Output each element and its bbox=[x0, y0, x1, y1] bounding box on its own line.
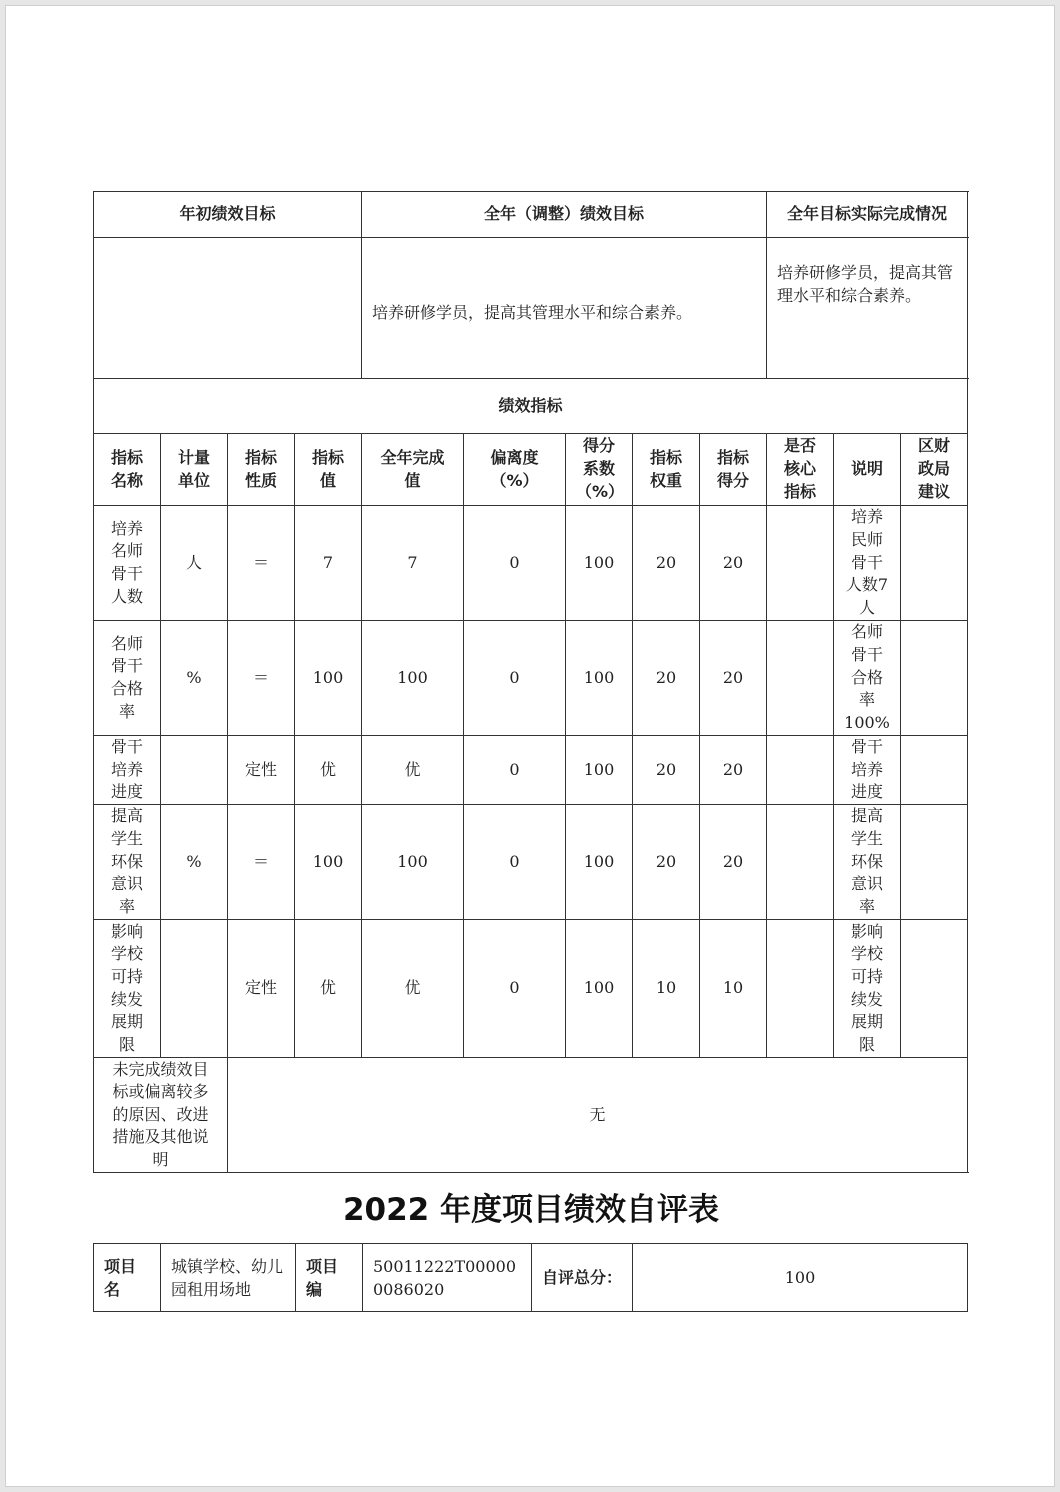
indicator-nature: 定性 bbox=[228, 736, 295, 805]
indicator-advice bbox=[901, 920, 968, 1058]
goals-header-row bbox=[94, 192, 968, 238]
indicator-target: 优 bbox=[295, 920, 362, 1058]
document-page bbox=[5, 5, 1055, 1487]
col-header-score: 指标得分 bbox=[700, 434, 767, 506]
indicator-coef: 100 bbox=[566, 920, 633, 1058]
indicator-nature: ＝ bbox=[228, 805, 295, 920]
goal-actual-cell: 培养研修学员，提高其管理水平和综合素养。 bbox=[767, 238, 968, 379]
table-row bbox=[94, 736, 968, 805]
indicator-nature: ＝ bbox=[228, 506, 295, 621]
indicator-coef: 100 bbox=[566, 621, 633, 736]
goal-header-adjusted: 全年（调整）绩效目标 bbox=[362, 192, 767, 238]
project-name-value: 城镇学校、幼儿园租用场地 bbox=[161, 1244, 296, 1312]
indicator-target: 7 bbox=[295, 506, 362, 621]
goal-initial-cell bbox=[94, 238, 362, 379]
goal-header-initial: 年初绩效目标 bbox=[94, 192, 362, 238]
indicator-actual: 100 bbox=[362, 621, 464, 736]
indicator-coef: 100 bbox=[566, 736, 633, 805]
col-header-core: 是否核心指标 bbox=[767, 434, 834, 506]
indicator-core bbox=[767, 736, 834, 805]
col-header-deviation: 偏离度（%） bbox=[464, 434, 566, 506]
page-title: 2022 年度项目绩效自评表 bbox=[342, 1192, 720, 1228]
col-header-name: 指标名称 bbox=[94, 434, 161, 506]
indicator-nature: ＝ bbox=[228, 621, 295, 736]
reason-label: 未完成绩效目标或偏离较多的原因、改进措施及其他说明 bbox=[94, 1058, 228, 1173]
project-info-table bbox=[93, 1243, 968, 1312]
goals-content-row bbox=[94, 238, 968, 379]
indicator-weight: 20 bbox=[633, 736, 700, 805]
col-header-actual: 全年完成值 bbox=[362, 434, 464, 506]
indicator-core bbox=[767, 805, 834, 920]
indicator-note: 培养民师骨干人数7人 bbox=[834, 506, 901, 621]
indicator-deviation: 0 bbox=[464, 506, 566, 621]
indicator-advice bbox=[901, 621, 968, 736]
col-header-nature: 指标性质 bbox=[228, 434, 295, 506]
indicator-actual: 7 bbox=[362, 506, 464, 621]
indicator-core bbox=[767, 621, 834, 736]
indicators-section-title: 绩效指标 bbox=[94, 379, 968, 434]
project-code-value: 50011222T000000086020 bbox=[363, 1244, 532, 1312]
indicator-unit: % bbox=[161, 805, 228, 920]
col-header-advice: 区财政局建议 bbox=[901, 434, 968, 506]
indicator-note: 影响学校可持续发展期限 bbox=[834, 920, 901, 1058]
indicator-deviation: 0 bbox=[464, 621, 566, 736]
project-name-label: 项目名 bbox=[94, 1244, 161, 1312]
col-header-unit: 计量单位 bbox=[161, 434, 228, 506]
table-row bbox=[94, 920, 968, 1058]
indicator-actual: 100 bbox=[362, 805, 464, 920]
indicator-actual: 优 bbox=[362, 920, 464, 1058]
indicator-advice bbox=[901, 805, 968, 920]
indicator-unit bbox=[161, 736, 228, 805]
indicator-advice bbox=[901, 506, 968, 621]
indicator-score: 20 bbox=[700, 736, 767, 805]
reason-value: 无 bbox=[228, 1058, 968, 1173]
indicator-unit: 人 bbox=[161, 506, 228, 621]
self-score-label: 自评总分： bbox=[532, 1244, 633, 1312]
indicator-weight: 20 bbox=[633, 621, 700, 736]
indicator-core bbox=[767, 506, 834, 621]
col-header-weight: 指标权重 bbox=[633, 434, 700, 506]
indicator-name: 影响学校可持续发展期限 bbox=[94, 920, 161, 1058]
goal-header-actual: 全年目标实际完成情况 bbox=[767, 192, 968, 238]
indicator-deviation: 0 bbox=[464, 920, 566, 1058]
indicator-name: 骨干培养进度 bbox=[94, 736, 161, 805]
indicator-target: 100 bbox=[295, 621, 362, 736]
indicator-unit bbox=[161, 920, 228, 1058]
project-code-label: 项目编 bbox=[296, 1244, 363, 1312]
indicator-actual: 优 bbox=[362, 736, 464, 805]
indicator-unit: % bbox=[161, 621, 228, 736]
indicator-advice bbox=[901, 736, 968, 805]
indicator-weight: 20 bbox=[633, 805, 700, 920]
table-row bbox=[94, 621, 968, 736]
indicator-note: 名师骨干合格率100% bbox=[834, 621, 901, 736]
indicator-weight: 10 bbox=[633, 920, 700, 1058]
indicator-name: 名师骨干合格率 bbox=[94, 621, 161, 736]
indicator-score: 20 bbox=[700, 805, 767, 920]
indicator-nature: 定性 bbox=[228, 920, 295, 1058]
indicator-note: 骨干培养进度 bbox=[834, 736, 901, 805]
indicator-score: 10 bbox=[700, 920, 767, 1058]
col-header-coef: 得分系数（%） bbox=[566, 434, 633, 506]
indicator-core bbox=[767, 920, 834, 1058]
indicator-target: 100 bbox=[295, 805, 362, 920]
indicator-name: 提高学生环保意识率 bbox=[94, 805, 161, 920]
indicator-score: 20 bbox=[700, 621, 767, 736]
project-info-row bbox=[94, 1244, 968, 1312]
indicator-weight: 20 bbox=[633, 506, 700, 621]
indicator-coef: 100 bbox=[566, 805, 633, 920]
indicator-target: 优 bbox=[295, 736, 362, 805]
indicator-deviation: 0 bbox=[464, 736, 566, 805]
table-row bbox=[94, 805, 968, 920]
table-row bbox=[94, 506, 968, 621]
goal-adjusted-cell: 培养研修学员，提高其管理水平和综合素养。 bbox=[362, 238, 767, 379]
indicator-deviation: 0 bbox=[464, 805, 566, 920]
indicator-coef: 100 bbox=[566, 506, 633, 621]
indicator-note: 提高学生环保意识率 bbox=[834, 805, 901, 920]
reason-row bbox=[94, 1058, 968, 1173]
indicators-section-row bbox=[94, 379, 968, 434]
indicator-name: 培养名师骨干人数 bbox=[94, 506, 161, 621]
indicators-header-row bbox=[94, 434, 968, 506]
performance-table bbox=[93, 191, 968, 1173]
indicator-score: 20 bbox=[700, 506, 767, 621]
self-score-value: 100 bbox=[633, 1244, 968, 1312]
col-header-target: 指标值 bbox=[295, 434, 362, 506]
col-header-note: 说明 bbox=[834, 434, 901, 506]
